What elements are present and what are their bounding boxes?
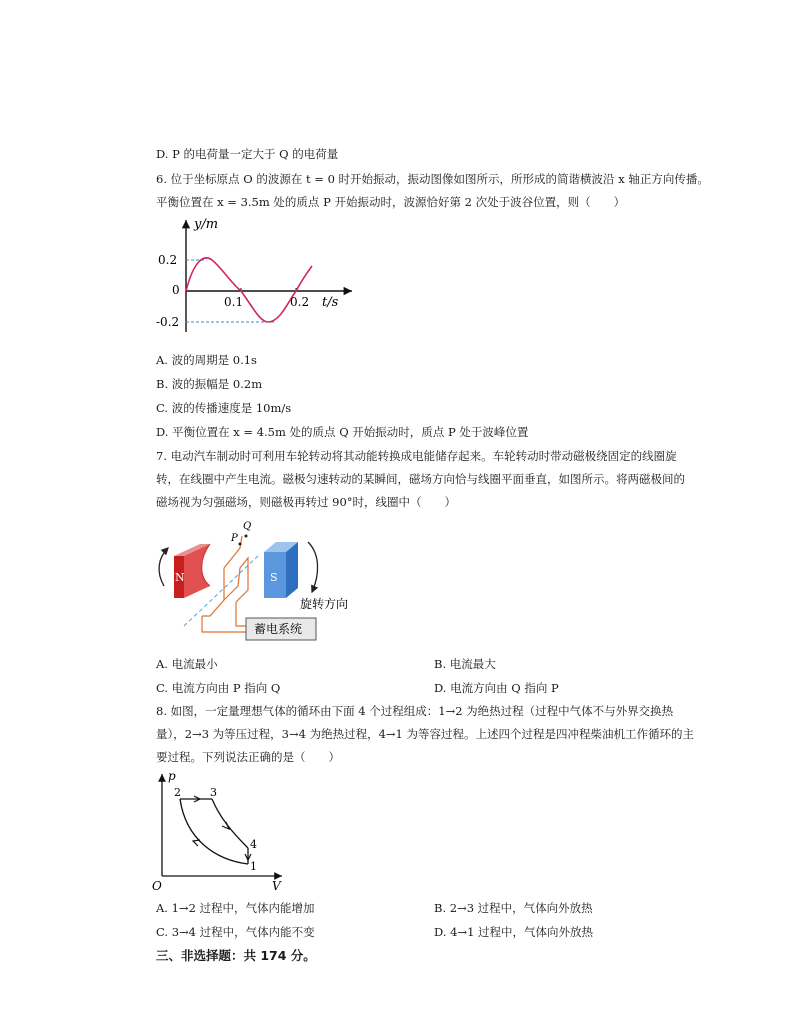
q7-stem-line1: 7. 电动汽车制动时可利用车轮转动将其动能转换成电能储存起来。车轮转动时带动磁极绕固定的线圈旋 [156, 449, 677, 463]
q7-rotation-arrow-left [159, 548, 168, 586]
q8-xlabel: V [272, 879, 281, 893]
q8-option-d: D. 4→1 过程中，气体向外放热 [434, 925, 594, 939]
q8-pv-diagram [150, 768, 290, 893]
q6-ytick-neg: -0.2 [156, 315, 180, 329]
section-3-heading: 三、非选择题：共 174 分。 [156, 948, 316, 963]
q7-rotation-label: 旋转方向 [300, 597, 349, 611]
q8-point-3: 3 [210, 786, 217, 799]
q7-option-c: C. 电流方向由 P 指向 Q [156, 681, 281, 695]
q6-vibration-graph [156, 214, 366, 336]
q7-stem-line2: 转，在线圈中产生电流。磁极匀速转动的某瞬间，磁场方向恰与线圈平面垂直，如图所示。将两磁极间的 [156, 472, 685, 486]
q8-origin: O [152, 879, 162, 893]
q8-process-3-4 [212, 799, 248, 848]
q8-stem-line3: 要过程。下列说法正确的是（ ） [156, 750, 340, 764]
q6-option-d: D. 平衡位置在 x = 4.5m 处的质点 Q 开始振动时，质点 P 处于波峰位置 [156, 425, 529, 439]
q7-label-s: S [270, 571, 278, 584]
q6-origin: 0 [172, 283, 180, 297]
q6-ylabel: y/m [194, 217, 219, 232]
q8-point-2: 2 [174, 786, 181, 799]
q5-option-d: D. P 的电荷量一定大于 Q 的电荷量 [156, 147, 339, 161]
q8-option-a: A. 1→2 过程中，气体内能增加 [156, 901, 315, 915]
q6-stem-line2: 平衡位置在 x = 3.5m 处的质点 P 开始振动时，波源恰好第 2 次处于波谷位置，则（ ） [156, 195, 626, 209]
q8-point-1: 1 [250, 860, 257, 873]
q7-option-a: A. 电流最小 [156, 657, 218, 671]
q7-generator-figure [150, 514, 370, 649]
q7-option-b: B. 电流最大 [434, 657, 496, 671]
q7-stem-line3: 磁场视为匀强磁场，则磁极再转过 90°时，线圈中（ ） [156, 495, 457, 509]
q7-magnet-n [174, 544, 210, 598]
q8-ylabel: p [168, 769, 176, 783]
q6-xlabel: t/s [322, 295, 339, 310]
q7-label-q: Q [243, 521, 252, 532]
q8-option-b: B. 2→3 过程中，气体向外放热 [434, 901, 593, 915]
q8-option-c: C. 3→4 过程中，气体内能不变 [156, 925, 315, 939]
q7-coil [202, 536, 248, 616]
q6-xtick-01: 0.1 [224, 295, 244, 309]
q6-option-a: A. 波的周期是 0.1s [156, 353, 257, 367]
q6-option-b: B. 波的振幅是 0.2m [156, 377, 263, 391]
q7-option-d: D. 电流方向由 Q 指向 P [434, 681, 559, 695]
q6-ytick-pos: 0.2 [158, 253, 178, 267]
q8-stem-line1: 8. 如图，一定量理想气体的循环由下面 4 个过程组成：1→2 为绝热过程（过程中气体不与外界交换热 [156, 704, 674, 718]
q7-rotation-arrow-right [308, 542, 318, 592]
q6-option-c: C. 波的传播速度是 10m/s [156, 401, 292, 415]
q7-label-p: P [231, 533, 238, 544]
q7-magnet-s [264, 542, 298, 598]
q8-process-1-2 [180, 799, 248, 864]
q8-stem-line2: 量），2→3 为等压过程，3→4 为绝热过程，4→1 为等容过程。上述四个过程是四冲程柴油机工作循环的主 [156, 727, 695, 741]
q7-leads [202, 602, 246, 632]
q6-stem-line1: 6. 位于坐标原点 O 的波源在 t = 0 时开始振动，振动图像如图所示，所形成的简谐横波沿 x 轴正方向传播。 [156, 172, 709, 186]
q6-xtick-02: 0.2 [290, 295, 310, 309]
q7-storage-label: 蓄电系统 [254, 622, 303, 636]
q6-wave-curve [186, 258, 312, 322]
q8-point-4: 4 [250, 838, 257, 851]
q7-label-n: N [175, 571, 185, 584]
